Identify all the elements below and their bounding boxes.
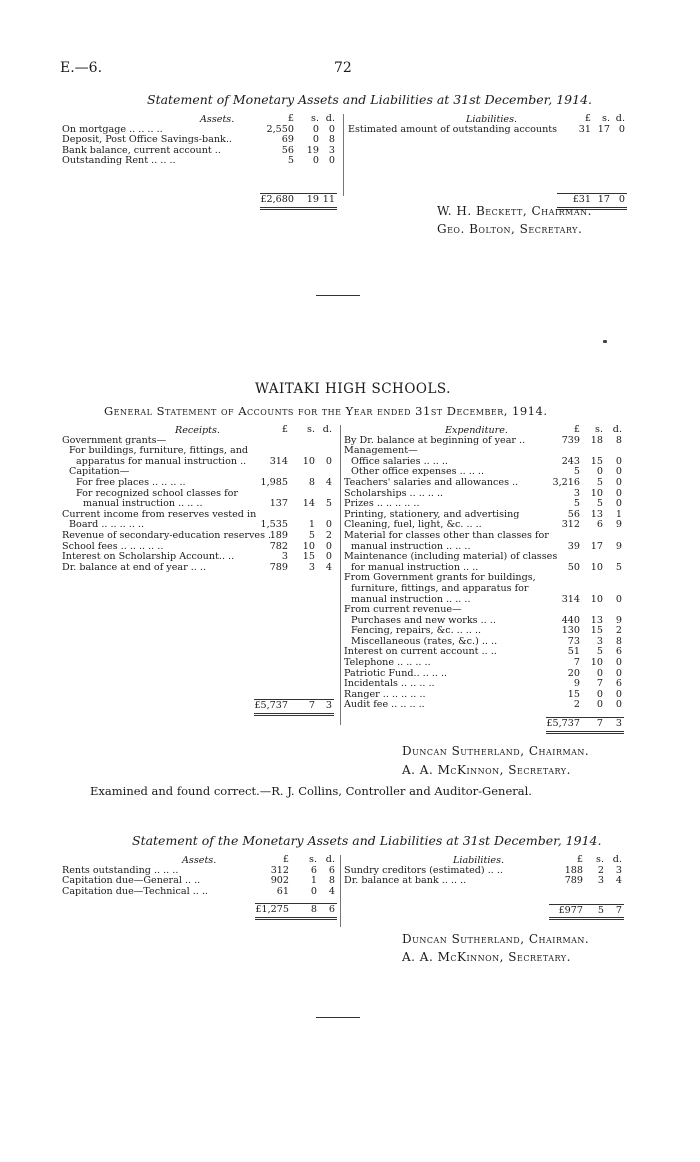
ledger-item-label: Capitation—: [69, 466, 130, 478]
ledger-item-label: for manual instruction .. ..: [351, 561, 479, 573]
ledger-item-label: Dr. balance at bank .. .. ..: [344, 875, 467, 887]
ledger-item-label: Interest on Scholarship Account.. ..: [62, 551, 235, 563]
ledger-amount-pence-col: 9: [615, 540, 622, 552]
s3-liabilities-table: [344, 855, 628, 916]
ledger-spacer: [62, 573, 337, 701]
s3-liabilities-heading: Liabilities.: [453, 855, 505, 866]
ledger-amount-pounds-col: 39: [567, 540, 580, 552]
ledger-row: [344, 584, 628, 595]
ledger-amount-pounds-col: 73: [567, 635, 580, 647]
ledger-amount-pounds-col: 188: [564, 864, 583, 876]
ledger-item-label: Dr. balance at end of year .. ..: [62, 561, 206, 573]
ledger-spacer: [344, 887, 628, 906]
ledger-amount-shillings-col: 13: [590, 508, 603, 520]
ledger-item-label: Sundry creditors (estimated) .. ..: [344, 864, 503, 876]
s1-column-divider: [343, 114, 344, 196]
ledger-amount-pence-col: 4: [615, 875, 622, 887]
s1-assets-heading: Assets.: [200, 114, 235, 125]
ledger-amount-pence-col: 9: [615, 519, 622, 531]
ledger-amount-pence-col: 0: [615, 667, 622, 679]
ledger-amount-pounds-col: 789: [269, 561, 288, 573]
ledger-amount-pounds-col: 243: [561, 455, 580, 467]
ledger-amount-pence-col: 3: [328, 144, 335, 156]
ledger-amount-pounds-col: 1,985: [260, 476, 288, 488]
ledger-amount-pence-col: 0: [615, 688, 622, 700]
ledger-item-label: Scholarships .. .. .. ..: [344, 487, 444, 499]
ledger-amount-pence-col: 8: [328, 875, 335, 887]
ledger-row: [344, 478, 628, 489]
total-pence-col: 3: [325, 700, 332, 712]
ledger-amount-pounds-col: 3: [281, 551, 288, 563]
ledger-amount-pence-col: 2: [615, 625, 622, 637]
ledger-item-label: apparatus for manual instruction ..: [76, 455, 247, 467]
ledger-amount-pounds-col: 9: [573, 678, 580, 690]
pence-col-header: d.: [325, 854, 335, 865]
ledger-amount-pounds-col: 2: [573, 699, 580, 711]
ledger-amount-pounds-col: 312: [561, 519, 580, 531]
ledger-row: [62, 478, 337, 489]
currency-header: [62, 425, 337, 436]
ledger-item-label: Maintenance (including material) of classes: [344, 551, 558, 563]
pounds-col-header: £: [287, 113, 294, 124]
ledger-amount-pence-col: 6: [615, 678, 622, 690]
total-double-rule: [260, 207, 337, 210]
ledger-amount-pence-col: 6: [328, 864, 335, 876]
ledger-item-label: Current income from reserves vested in: [62, 508, 257, 520]
ledger-amount-pence-col: 0: [325, 519, 332, 531]
ledger-item-label: Government grants—: [62, 434, 167, 446]
ledger-amount-pounds-col: 130: [561, 625, 580, 637]
ledger-item-label: Material for classes other than classes for: [344, 529, 549, 541]
ledger-amount-pence-col: 0: [615, 657, 622, 669]
ledger-amount-pounds-col: 31: [578, 123, 591, 135]
ledger-amount-shillings-col: 10: [590, 487, 603, 499]
ledger-amount-shillings-col: 15: [590, 455, 603, 467]
pounds-col-header: £: [584, 113, 591, 124]
ledger-amount-shillings-col: 6: [596, 519, 603, 531]
pounds-col-header: £: [576, 854, 583, 865]
total-shillings-col: 7: [308, 700, 315, 712]
total-pence-col: 6: [328, 904, 335, 916]
ledger-amount-pounds-col: 1,535: [260, 519, 288, 531]
total-pence-col: 11: [322, 193, 335, 205]
s1-title: Statement of Monetary Assets and Liabilities at 31st December, 1914.: [147, 92, 593, 107]
ledger-amount-pounds-col: 782: [269, 540, 288, 552]
ledger-amount-shillings-col: 3: [596, 635, 603, 647]
ledger-amount-shillings-col: 1: [310, 875, 317, 887]
ledger-amount-pounds-col: 3: [573, 487, 580, 499]
ledger-amount-shillings-col: 10: [590, 561, 603, 573]
ledger-amount-pence-col: 0: [615, 455, 622, 467]
ledger-amount-pence-col: 0: [618, 123, 625, 135]
ledger-item-label: For recognized school classes for: [76, 487, 238, 499]
total-pounds-col: £977: [558, 904, 583, 916]
ledger-item-label: Interest on current account .. ..: [344, 646, 497, 658]
ledger-amount-shillings-col: 0: [596, 667, 603, 679]
ledger-row: [344, 531, 628, 542]
ledger-amount-pounds-col: 56: [567, 508, 580, 520]
ledger-row: [62, 156, 342, 167]
s2-expenditure-table: [344, 425, 628, 730]
ledger-amount-pounds-col: 440: [561, 614, 580, 626]
ledger-item-label: Cleaning, fuel, light, &c. .. ..: [344, 519, 482, 531]
ledger-item-label: Telephone .. .. .. ..: [344, 657, 431, 669]
ledger-spacer: [62, 167, 342, 195]
ledger-amount-shillings-col: 3: [597, 875, 604, 887]
ledger-item-label: Office salaries .. .. ..: [351, 455, 448, 467]
section-separator: [316, 295, 360, 296]
s2-expenditure-heading: Expenditure.: [445, 425, 508, 436]
pounds-col-header: £: [281, 424, 288, 435]
ledger-amount-pence-col: 6: [615, 646, 622, 658]
ledger-amount-shillings-col: 10: [590, 593, 603, 605]
ledger-total-row: [344, 906, 628, 917]
ledger-row: [62, 531, 337, 542]
ledger-amount-pounds-col: 2,550: [266, 123, 294, 135]
ledger-item-label: School fees .. .. .. .. ..: [62, 540, 164, 552]
shillings-col-header: s.: [307, 424, 315, 435]
ledger-amount-shillings-col: 14: [302, 498, 315, 510]
ledger-item-label: Ranger .. .. .. .. ..: [344, 688, 426, 700]
ledger-amount-shillings-col: 0: [310, 885, 317, 897]
ledger-item-label: Incidentals .. .. .. ..: [344, 678, 435, 690]
total-pounds-col: £1,275: [255, 904, 289, 916]
section-separator-bottom: [316, 1017, 360, 1018]
ledger-amount-pence-col: 0: [615, 699, 622, 711]
total-pounds-col: £2,680: [260, 193, 294, 205]
ledger-amount-pence-col: 5: [615, 561, 622, 573]
total-double-rule: [546, 731, 624, 734]
ledger-amount-shillings-col: 17: [590, 540, 603, 552]
ledger-item-label: Prizes .. .. .. .. ..: [344, 498, 420, 510]
currency-header: [348, 114, 628, 125]
ledger-item-label: Capitation due—General .. ..: [62, 875, 201, 887]
ledger-amount-pounds-col: 189: [269, 529, 288, 541]
shillings-col-header: s.: [596, 854, 604, 865]
ledger-amount-pounds-col: 3,216: [552, 476, 580, 488]
s2-subheading: General Statement of Accounts for the Year ended 31st December, 1914.: [104, 404, 548, 418]
pence-col-header: d.: [612, 424, 622, 435]
ledger-amount-shillings-col: 0: [596, 699, 603, 711]
s2-secretary-signature: A. A. McKinnon, Secretary.: [402, 763, 571, 777]
s3-assets-heading: Assets.: [182, 855, 217, 866]
ledger-amount-pence-col: 8: [328, 134, 335, 146]
ledger-row: [348, 125, 628, 136]
shillings-col-header: s.: [602, 113, 610, 124]
ledger-item-label: By Dr. balance at beginning of year ..: [344, 434, 526, 446]
ledger-amount-shillings-col: 17: [597, 123, 610, 135]
total-shillings-col: 17: [597, 194, 610, 206]
total-rule: [557, 193, 627, 194]
pence-col-header: d.: [322, 424, 332, 435]
ledger-amount-shillings-col: 10: [302, 540, 315, 552]
shillings-col-header: s.: [311, 113, 319, 124]
ledger-amount-pounds-col: 69: [281, 134, 294, 146]
ledger-item-label: From Government grants for buildings,: [344, 572, 536, 584]
ledger-item-label: Deposit, Post Office Savings-bank..: [62, 134, 232, 146]
total-pence-col: 3: [615, 718, 622, 730]
ledger-total-row: [344, 719, 628, 730]
ledger-amount-pence-col: 3: [615, 864, 622, 876]
ledger-total-row: [62, 195, 342, 206]
ledger-item-label: manual instruction .. .. ..: [351, 540, 471, 552]
s1-assets-table: [62, 114, 342, 206]
ledger-row: [344, 700, 628, 711]
ledger-item-label: Estimated amount of outstanding accounts: [348, 123, 558, 135]
ledger-amount-shillings-col: 7: [596, 678, 603, 690]
total-pounds-col: £31: [572, 194, 591, 206]
ledger-amount-pence-col: 0: [325, 551, 332, 563]
s2-heading: WAITAKI HIGH SCHOOLS.: [255, 381, 451, 397]
currency-header: [62, 114, 342, 125]
ledger-amount-shillings-col: 0: [312, 123, 319, 135]
ledger-amount-shillings-col: 0: [596, 466, 603, 478]
ledger-amount-shillings-col: 8: [308, 476, 315, 488]
ledger-item-label: Bank balance, current account ..: [62, 144, 221, 156]
s1-secretary-signature: Geo. Bolton, Secretary.: [437, 222, 583, 236]
s1-liabilities-heading: Liabilities.: [466, 114, 518, 125]
ledger-row: [62, 887, 337, 898]
ledger-item-label: manual instruction .. .. ..: [83, 498, 203, 510]
ledger-amount-pounds-col: 902: [270, 875, 289, 887]
ledger-item-label: Capitation due—Technical .. ..: [62, 885, 208, 897]
ledger-amount-pence-col: 0: [615, 593, 622, 605]
ledger-amount-pounds-col: 51: [567, 646, 580, 658]
s2-column-divider: [340, 425, 341, 725]
ledger-item-label: Other office expenses .. .. ..: [351, 466, 485, 478]
pence-col-header: d.: [325, 113, 335, 124]
ledger-amount-shillings-col: 3: [308, 561, 315, 573]
ledger-amount-pence-col: 0: [325, 540, 332, 552]
ledger-amount-pence-col: 4: [328, 885, 335, 897]
ledger-amount-pence-col: 4: [325, 476, 332, 488]
ledger-amount-shillings-col: 1: [308, 519, 315, 531]
ledger-item-label: Printing, stationery, and advertising: [344, 508, 520, 520]
pounds-col-header: £: [282, 854, 289, 865]
total-double-rule: [255, 917, 337, 920]
ledger-total-row: [62, 701, 337, 712]
shillings-col-header: s.: [309, 854, 317, 865]
ledger-amount-pence-col: 0: [615, 498, 622, 510]
ledger-item-label: manual instruction .. .. ..: [351, 593, 471, 605]
s1-liabilities-table: [348, 114, 628, 206]
ledger-amount-shillings-col: 0: [312, 155, 319, 167]
ledger-amount-shillings-col: 15: [302, 551, 315, 563]
ledger-item-label: From current revenue—: [344, 604, 462, 616]
total-pounds-col: £5,737: [254, 700, 288, 712]
ledger-item-label: Revenue of secondary-education reserves ..: [62, 529, 275, 541]
ledger-amount-pence-col: 9: [615, 614, 622, 626]
ledger-amount-shillings-col: 5: [596, 646, 603, 658]
ledger-item-label: Rents outstanding .. .. ..: [62, 864, 179, 876]
currency-header: [344, 855, 628, 866]
ledger-amount-pounds-col: 5: [287, 155, 294, 167]
ledger-item-label: Teachers' salaries and allowances ..: [344, 476, 519, 488]
ledger-amount-pounds-col: 5: [573, 466, 580, 478]
s3-title: Statement of the Monetary Assets and Liabilities at 31st December, 1914.: [132, 833, 602, 848]
s2-examined-note: Examined and found correct.—R. J. Collins, Controller and Auditor-General.: [90, 784, 532, 798]
ledger-item-label: Audit fee .. .. .. ..: [344, 699, 425, 711]
total-shillings-col: 8: [310, 904, 317, 916]
ledger-item-label: On mortgage .. .. .. ..: [62, 123, 163, 135]
ledger-amount-shillings-col: 19: [306, 144, 319, 156]
ledger-amount-pence-col: 4: [325, 561, 332, 573]
total-pence-col: 7: [615, 904, 622, 916]
ledger-amount-pounds-col: 50: [567, 561, 580, 573]
ledger-amount-pounds-col: 56: [281, 144, 294, 156]
ledger-amount-shillings-col: 5: [596, 498, 603, 510]
ledger-amount-pence-col: 0: [615, 466, 622, 478]
print-speck: [603, 340, 607, 343]
ledger-item-label: Management—: [344, 445, 418, 457]
s3-column-divider: [340, 855, 341, 927]
ledger-amount-pence-col: 2: [325, 529, 332, 541]
ledger-amount-pounds-col: 15: [567, 688, 580, 700]
ledger-row: [62, 563, 337, 574]
ledger-amount-pence-col: 0: [328, 155, 335, 167]
s1-chairman-signature: W. H. Beckett, Chairman.: [437, 204, 592, 218]
ledger-amount-pence-col: 0: [325, 455, 332, 467]
ledger-spacer: [62, 897, 337, 905]
ledger-spacer: [348, 135, 628, 195]
pence-col-header: d.: [612, 854, 622, 865]
ledger-item-label: For buildings, furniture, fittings, and: [69, 445, 249, 457]
ledger-amount-pence-col: 0: [615, 487, 622, 499]
s3-assets-table: [62, 855, 337, 916]
ledger-item-label: Outstanding Rent .. .. ..: [62, 155, 176, 167]
s2-receipts-heading: Receipts.: [175, 425, 220, 436]
ledger-item-label: Miscellaneous (rates, &c.) .. ..: [351, 635, 498, 647]
ledger-amount-pounds-col: 137: [269, 498, 288, 510]
s3-chairman-signature: Duncan Sutherland, Chairman.: [402, 932, 590, 946]
ledger-amount-shillings-col: 0: [312, 134, 319, 146]
ledger-item-label: Fencing, repairs, &c. .. .. ..: [351, 625, 482, 637]
ledger-amount-shillings-col: 18: [590, 434, 603, 446]
s3-secretary-signature: A. A. McKinnon, Secretary.: [402, 950, 571, 964]
pounds-col-header: £: [573, 424, 580, 435]
ledger-amount-pence-col: 1: [615, 508, 622, 520]
ledger-amount-shillings-col: 13: [590, 614, 603, 626]
total-pence-col: 0: [618, 194, 625, 206]
page-reference: E.—6.: [60, 60, 103, 76]
ledger-row: [344, 876, 628, 887]
ledger-amount-pence-col: 8: [615, 635, 622, 647]
total-double-rule: [254, 713, 334, 716]
ledger-amount-pounds-col: 312: [270, 864, 289, 876]
ledger-amount-shillings-col: 10: [590, 657, 603, 669]
ledger-item-label: Patriotic Fund.. .. .. ..: [344, 667, 448, 679]
ledger-amount-pounds-col: 314: [561, 593, 580, 605]
page-number: 72: [334, 60, 352, 76]
ledger-amount-pounds-col: 314: [269, 455, 288, 467]
ledger-amount-pence-col: 0: [615, 476, 622, 488]
ledger-amount-pence-col: 5: [325, 498, 332, 510]
ledger-amount-shillings-col: 2: [597, 864, 604, 876]
ledger-amount-pounds-col: 7: [573, 657, 580, 669]
ledger-amount-pounds-col: 61: [276, 885, 289, 897]
currency-header: [62, 855, 337, 866]
pence-col-header: d.: [615, 113, 625, 124]
ledger-amount-pence-col: 0: [328, 123, 335, 135]
ledger-amount-pounds-col: 20: [567, 667, 580, 679]
currency-header: [344, 425, 628, 436]
ledger-amount-pounds-col: 5: [573, 498, 580, 510]
ledger-item-label: Purchases and new works .. ..: [351, 614, 496, 626]
ledger-amount-shillings-col: 0: [596, 688, 603, 700]
ledger-amount-shillings-col: 6: [310, 864, 317, 876]
ledger-total-row: [62, 905, 337, 916]
total-shillings-col: 19: [306, 193, 319, 205]
s2-chairman-signature: Duncan Sutherland, Chairman.: [402, 744, 590, 758]
ledger-item-label: For free places .. .. .. ..: [76, 476, 186, 488]
ledger-amount-pounds-col: 789: [564, 875, 583, 887]
ledger-amount-shillings-col: 5: [596, 476, 603, 488]
ledger-amount-pence-col: 8: [615, 434, 622, 446]
s2-receipts-table: [62, 425, 337, 712]
ledger-item-label: Board .. .. .. .. ..: [69, 519, 145, 531]
total-shillings-col: 5: [597, 904, 604, 916]
ledger-amount-shillings-col: 5: [308, 529, 315, 541]
ledger-amount-pounds-col: 739: [561, 434, 580, 446]
ledger-item-label: furniture, fittings, and apparatus for: [351, 582, 529, 594]
ledger-amount-shillings-col: 15: [590, 625, 603, 637]
total-pounds-col: £5,737: [546, 718, 580, 730]
total-shillings-col: 7: [596, 718, 603, 730]
ledger-amount-shillings-col: 10: [302, 455, 315, 467]
total-double-rule: [549, 917, 624, 920]
shillings-col-header: s.: [595, 424, 603, 435]
